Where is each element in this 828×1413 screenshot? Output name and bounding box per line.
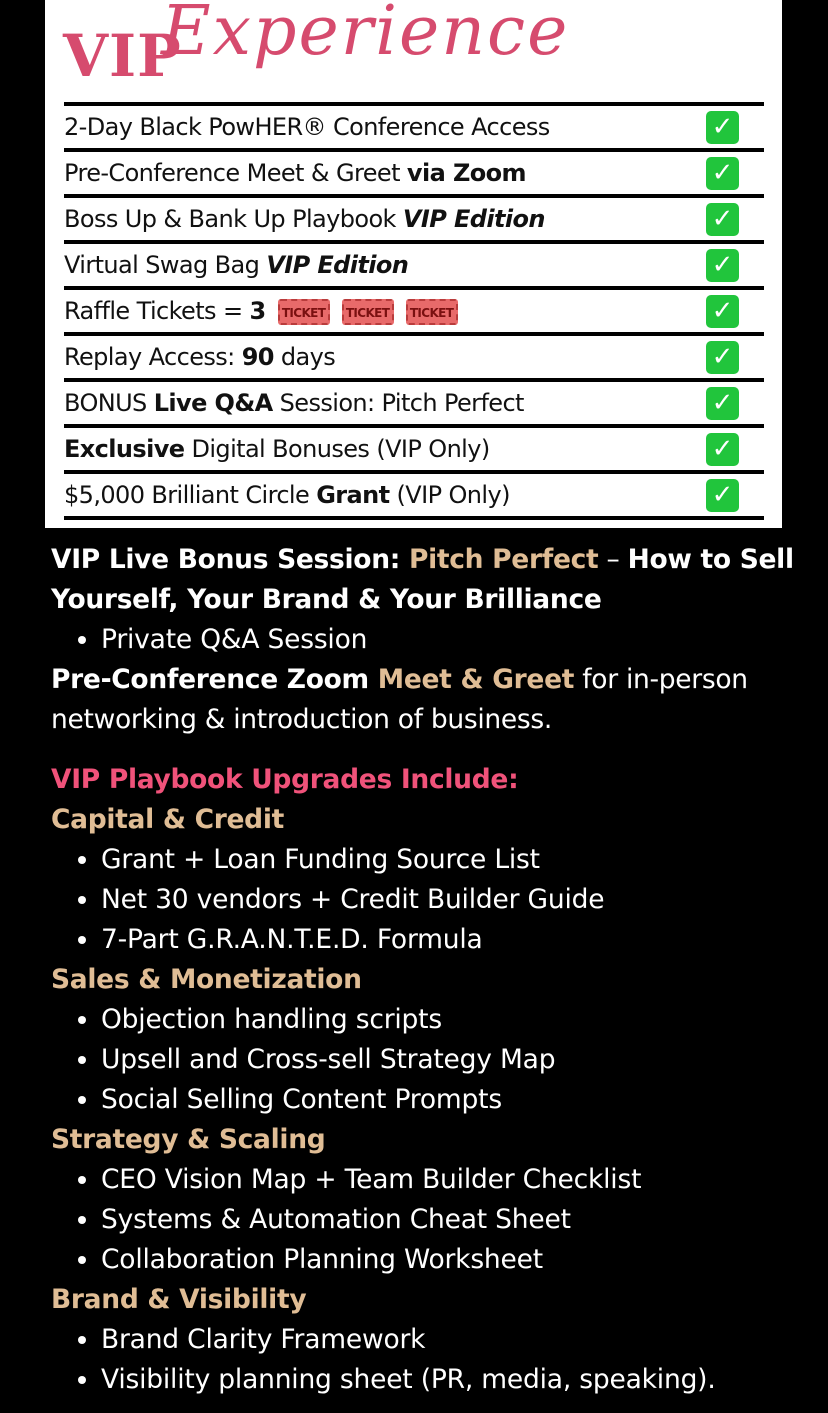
feature-row [64, 240, 764, 286]
bonus-title-prefix: VIP Live Bonus Session: [51, 544, 409, 575]
meet-suffix: for in-person networking & introduction of business. [51, 664, 748, 735]
meet-prefix: Pre-Conference Zoom [51, 664, 378, 695]
section-title: Brand & Visibility [51, 1284, 307, 1315]
feature-row [64, 470, 764, 520]
vip-experience-card [45, 0, 782, 528]
checkmark-icon: ✓ [706, 479, 739, 512]
feature-text: Grant [316, 481, 390, 509]
checkmark-icon: ✓ [706, 111, 739, 144]
feature-text: 90 [241, 343, 274, 371]
feature-text: Live Q&A [153, 389, 273, 417]
section-title: Strategy & Scaling [51, 1124, 326, 1155]
checkmark-icon: ✓ [706, 157, 739, 190]
list-item: • 7-Part G.R.A.N.T.E.D. Formula [101, 920, 811, 960]
list-item: • Upsell and Cross-sell Strategy Map [101, 1040, 811, 1080]
ticket-icon: TICKET [342, 299, 394, 325]
feature-text: BONUS [64, 389, 154, 417]
section-list [51, 840, 811, 960]
feature-row [64, 194, 764, 240]
logo-prefix: VIP [63, 22, 182, 90]
checkmark-icon: ✓ [706, 249, 739, 282]
bonus-title-dash: – [598, 544, 628, 575]
section-list [51, 1160, 811, 1280]
feature-text: Replay Access: [64, 343, 242, 371]
section-list [51, 1320, 811, 1400]
feature-label [64, 474, 510, 516]
feature-label [64, 152, 526, 194]
section-title: Capital & Credit [51, 804, 284, 835]
feature-text: $5,000 Brilliant Circle [64, 481, 317, 509]
meet-highlight: Meet & Greet [377, 664, 575, 695]
list-item: • Social Selling Content Prompts [101, 1080, 811, 1120]
feature-text: VIP Edition [402, 205, 545, 233]
feature-text: 3 [249, 297, 266, 325]
feature-label [64, 198, 545, 240]
checkmark-icon: ✓ [706, 203, 739, 236]
playbook-heading: VIP Playbook Upgrades Include: [51, 764, 519, 795]
feature-label [64, 428, 490, 470]
list-item: • Visibility planning sheet (PR, media, speaking). [101, 1360, 811, 1400]
feature-text: days [273, 343, 336, 371]
feature-label [64, 244, 408, 286]
meet-greet-text [51, 660, 811, 740]
checkmark-icon: ✓ [706, 387, 739, 420]
section-title: Sales & Monetization [51, 964, 362, 995]
feature-label [64, 106, 550, 148]
feature-text: 2-Day Black PowHER® Conference Access [64, 113, 550, 141]
feature-text: Digital Bonuses (VIP Only) [184, 435, 490, 463]
ticket-icon: TICKET [406, 299, 458, 325]
ticket-icon: TICKET [278, 299, 330, 325]
section-list [51, 1000, 811, 1120]
feature-row [64, 332, 764, 378]
feature-text: VIP Edition [266, 251, 409, 279]
list-item: • Private Q&A Session [101, 620, 811, 660]
list-item: • Brand Clarity Framework [101, 1320, 811, 1360]
list-item: • Systems & Automation Cheat Sheet [101, 1200, 811, 1240]
feature-label [64, 382, 524, 424]
list-item: • Objection handling scripts [101, 1000, 811, 1040]
feature-text: Pre-Conference Meet & Greet [64, 159, 407, 187]
feature-row [64, 378, 764, 424]
feature-row [64, 148, 764, 194]
features-table [64, 102, 764, 520]
feature-row [64, 424, 764, 470]
checkmark-icon: ✓ [706, 433, 739, 466]
checkmark-icon: ✓ [706, 295, 739, 328]
checkmark-icon: ✓ [706, 341, 739, 374]
list-item: • CEO Vision Map + Team Builder Checklist [101, 1160, 811, 1200]
bonus-title [51, 540, 811, 620]
logo-script: Experience [161, 0, 570, 71]
feature-text: Virtual Swag Bag [64, 251, 267, 279]
bonus-title-suffix: How to Sell Yourself, Your Brand & Your Brilliance [51, 544, 794, 615]
feature-label [64, 290, 458, 332]
vip-experience-logo [63, 0, 570, 108]
feature-text: (VIP Only) [389, 481, 510, 509]
feature-text: Raffle Tickets = [64, 297, 250, 325]
feature-text: Session: Pitch Perfect [272, 389, 524, 417]
spacer [51, 740, 811, 760]
main-content [51, 540, 811, 1400]
feature-text: Boss Up & Bank Up Playbook [64, 205, 403, 233]
bonus-list [51, 620, 811, 660]
feature-row [64, 102, 764, 148]
feature-text: via Zoom [406, 159, 526, 187]
feature-text: Exclusive [64, 435, 185, 463]
list-item: • Grant + Loan Funding Source List [101, 840, 811, 880]
feature-row [64, 286, 764, 332]
bonus-title-highlight: Pitch Perfect [408, 544, 599, 575]
feature-label [64, 336, 335, 378]
playbook-sections [51, 800, 811, 1400]
list-item: • Net 30 vendors + Credit Builder Guide [101, 880, 811, 920]
list-item: • Collaboration Planning Worksheet [101, 1240, 811, 1280]
